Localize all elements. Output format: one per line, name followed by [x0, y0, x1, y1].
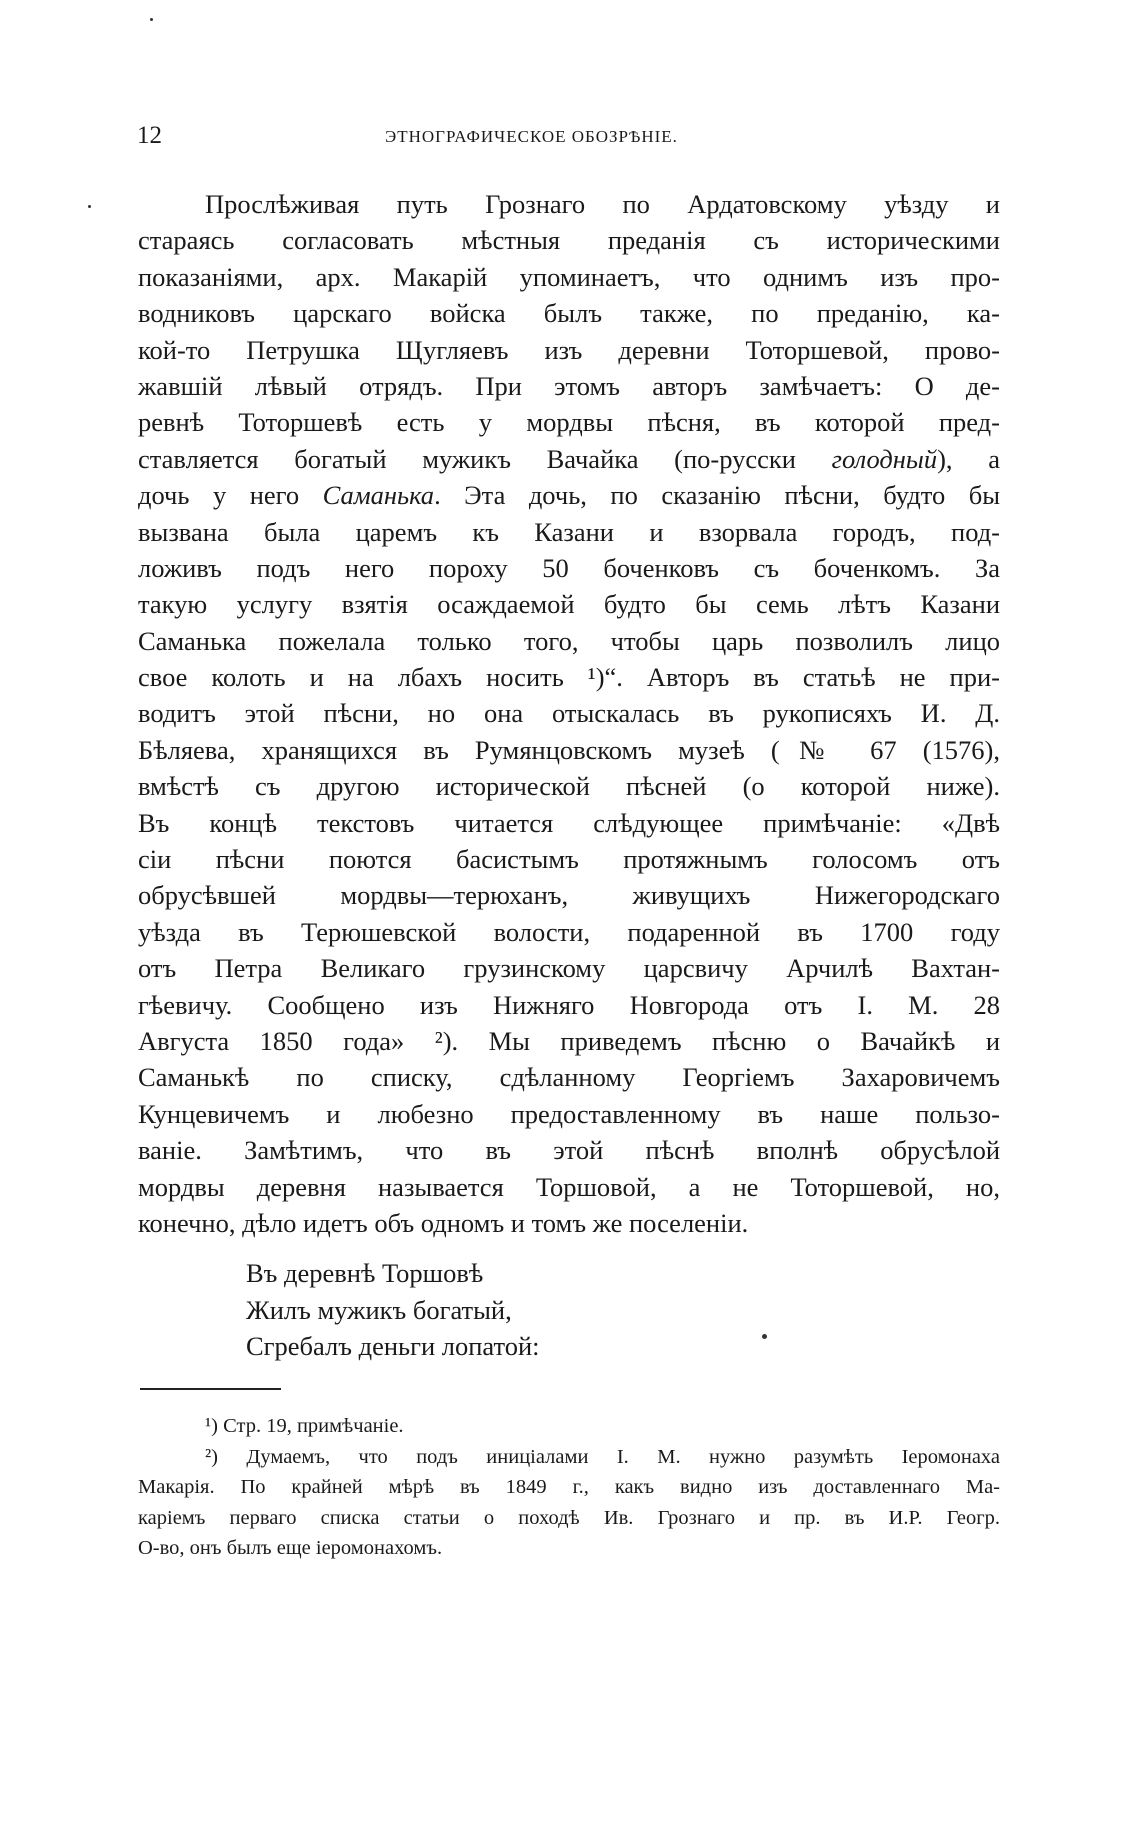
text-line: [138, 732, 1000, 768]
text-segment: ), а: [937, 443, 1000, 474]
text-line: [138, 768, 1000, 804]
footnote-1: ¹) Стр. 19, примѣчаніе.: [205, 1415, 404, 1437]
text-line: [138, 259, 1000, 295]
text-line: [138, 222, 1000, 258]
text-segment: Августа 1850 года» ²). Мы приведемъ пѣсню о Вачайкѣ и: [138, 1025, 1000, 1056]
text-line: [138, 295, 1000, 331]
main-paragraph: [138, 186, 1000, 1241]
text-line: [138, 1169, 1000, 1205]
text-segment: жавшій лѣвый отрядъ. При этомъ авторъ замѣчаетъ: О де-: [138, 370, 1000, 401]
scan-speck: [150, 18, 153, 21]
text-line: [138, 514, 1000, 550]
text-line: [138, 586, 1000, 622]
text-segment: гѣевичу. Сообщено изъ Нижняго Новгорода отъ І. М. 28: [138, 989, 1000, 1020]
text-segment: конечно, дѣло идетъ объ одномъ и томъ же поселеніи.: [138, 1207, 749, 1238]
running-title: ЭТНОГРАФИЧЕСКОЕ ОБОЗРѢНІЕ.: [385, 127, 678, 146]
footnote-2-line: ²) Думаемъ, что подъ иниціалами І. М. нужно разумѣть Іеромонаха: [205, 1445, 1000, 1468]
italic-text: голодный: [831, 443, 938, 474]
text-line: [138, 805, 1000, 841]
poem-line: Въ деревнѣ Торшовѣ: [246, 1258, 484, 1288]
text-segment: водниковъ царскаго войска былъ также, по преданію, ка-: [138, 298, 1000, 329]
page-number: 12: [137, 122, 162, 149]
text-segment: вмѣстѣ съ другою исторической пѣсней (о которой ниже).: [138, 771, 1000, 802]
text-segment: . Эта дочь, по сказанію пѣсни, будто бы: [434, 480, 1000, 511]
poem: [246, 1255, 540, 1365]
text-segment: отъ Петра Великаго грузинскому царсвичу Арчилѣ Вахтан-: [138, 953, 1000, 984]
text-segment: вызвана была царемъ къ Казани и взорвала городъ, под-: [138, 516, 1000, 547]
footnote-2-line: каріемъ перваго списка статьи о походѣ Ив. Грознаго и пр. въ И.Р. Геогр.: [138, 1506, 1000, 1529]
text-line: [138, 1205, 1000, 1241]
text-line: [138, 332, 1000, 368]
text-segment: Бѣляева, хранящихся въ Румянцовскомъ музеѣ (№ 67 (1576),: [138, 734, 1000, 765]
text-line: [138, 1023, 1000, 1059]
text-line: [138, 659, 1000, 695]
text-line: [138, 1059, 1000, 1095]
text-segment: ревнѣ Тоторшевѣ есть у мордвы пѣсня, въ которой пред-: [138, 407, 1000, 438]
text-line: [138, 987, 1000, 1023]
text-segment: уѣзда въ Терюшевской волости, подаренной въ 1700 году: [138, 916, 1000, 947]
text-line: [138, 1132, 1000, 1168]
footnote-divider: [140, 1388, 281, 1390]
poem-line: Сгребалъ деньги лопатой:: [246, 1331, 540, 1362]
text-line: [138, 1096, 1000, 1132]
text-line: [138, 950, 1000, 986]
text-line: [138, 623, 1000, 659]
text-segment: Саманькѣ по списку, сдѣланному Георгіемъ Захаровичемъ: [138, 1062, 1000, 1093]
text-segment: Кунцевичемъ и любезно предоставленному въ наше пользо-: [138, 1098, 1000, 1129]
text-segment: Прослѣживая путь Грознаго по Ардатовскому уѣзду и: [205, 189, 1000, 219]
text-segment: ложивъ подъ него пороху 50 боченковъ съ боченкомъ. За: [138, 552, 1000, 583]
text-segment: сіи пѣсни поются басистымъ протяжнымъ голосомъ отъ: [138, 844, 1000, 875]
footnotes: [138, 1411, 1000, 1564]
italic-text: Саманька: [322, 480, 435, 511]
text-segment: Въ концѣ текстовъ читается слѣдующее примѣчаніе: «Двѣ: [138, 807, 1000, 838]
text-line: [138, 914, 1000, 950]
text-line: [138, 841, 1000, 877]
scan-speck: [88, 205, 91, 208]
text-line: [138, 550, 1000, 586]
text-line: [138, 695, 1000, 731]
text-segment: дочь у него: [138, 480, 323, 511]
text-line: [138, 877, 1000, 913]
text-segment: такую услугу взятія осаждаемой будто бы семь лѣтъ Казани: [138, 589, 1000, 620]
text-line: [138, 477, 1000, 513]
poem-line: Жилъ мужикъ богатый,: [246, 1294, 512, 1325]
text-line: [138, 368, 1000, 404]
text-segment: ставляется богатый мужикъ Вачайка (по-русски: [138, 443, 832, 474]
text-line: [138, 186, 1000, 222]
footnote-2-line: О-во, онъ былъ еще іеромонахомъ.: [138, 1537, 443, 1560]
footnote-2-line: Макарія. По крайней мѣрѣ въ 1849 г., какъ видно изъ доставленнаго Ма-: [138, 1476, 1000, 1499]
scan-speck: [762, 1334, 767, 1339]
text-segment: кой-то Петрушка Щугляевъ изъ деревни Тоторшевой, прово-: [138, 334, 1000, 365]
text-segment: Саманька пожелала только того, чтобы царь позволилъ лицо: [138, 625, 1000, 656]
text-segment: стараясь согласовать мѣстныя преданія съ историческими: [138, 225, 1000, 256]
text-segment: обрусѣвшей мордвы—терюханъ, живущихъ Нижегородскаго: [138, 880, 1000, 911]
text-segment: ваніе. Замѣтимъ, что въ этой пѣснѣ вполнѣ обрусѣлой: [138, 1135, 1000, 1166]
text-line: [138, 441, 1000, 477]
text-line: [138, 404, 1000, 440]
text-segment: мордвы деревня называется Торшовой, а не Тоторшевой, но,: [138, 1171, 1000, 1202]
text-segment: показаніями, арх. Макарій упоминаетъ, что однимъ изъ про-: [138, 261, 1000, 292]
text-segment: свое колоть и на лбахъ носить ¹)“. Авторъ въ статьѣ не при-: [138, 662, 1000, 693]
text-segment: водитъ этой пѣсни, но она отыскалась въ рукописяхъ И. Д.: [138, 698, 1000, 729]
